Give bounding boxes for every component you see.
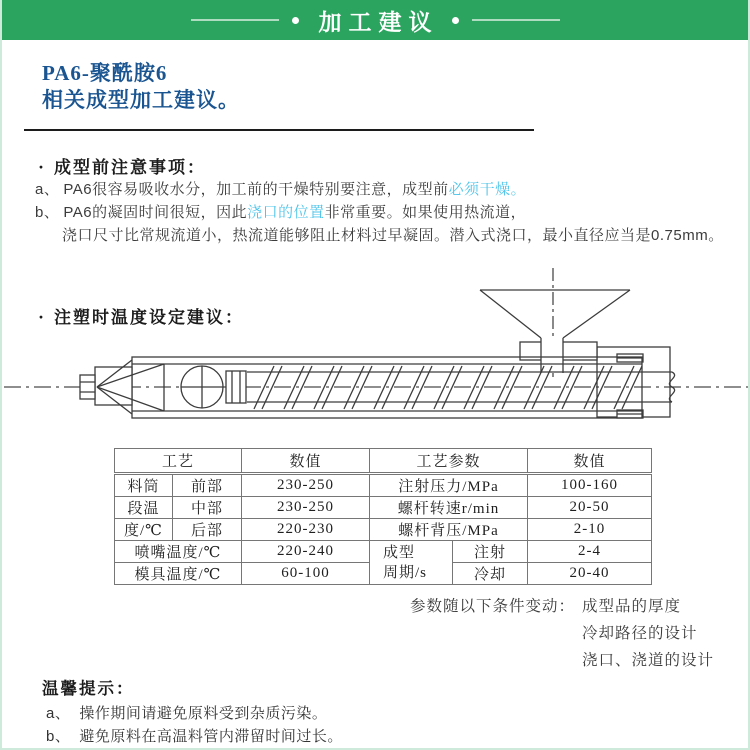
item-b-text1: PA6的凝固时间很短，因此 (63, 204, 248, 221)
page-title-line1: PA6-聚酰胺6 (42, 61, 168, 85)
title-divider (24, 129, 534, 131)
cell-param: 注射压力/MPa (370, 474, 528, 497)
cell-temp: 220-230 (242, 519, 370, 541)
note-item-a (35, 178, 526, 199)
cell-part: 段温 (115, 497, 173, 519)
variation-note-item: 冷却路径的设计 (582, 625, 698, 642)
table-row (115, 497, 652, 519)
table-header-row (115, 449, 652, 474)
cell-value: 100-160 (528, 474, 652, 497)
tip-item-a (46, 702, 327, 723)
banner-title: 加工建议 (318, 8, 439, 35)
cell-param: 螺杆背压/MPa (370, 519, 528, 541)
page-title (42, 60, 240, 114)
tip-item-b (46, 725, 343, 746)
header-process: 工艺 (115, 449, 242, 474)
section-heading-text: 成型前注意事项： (54, 158, 207, 177)
banner-line-right-icon (472, 19, 560, 21)
cell-temp: 220-240 (242, 541, 370, 563)
cell-phase: 注射 (453, 541, 528, 563)
cell-label: 喷嘴温度/℃ (115, 541, 242, 563)
item-a-prefix: a、 (35, 181, 60, 198)
section-heading-text: 注塑时温度设定建议： (54, 308, 245, 327)
hopper (480, 290, 630, 373)
cell-temp: 60-100 (242, 563, 370, 585)
process-parameter-table (114, 448, 652, 585)
tip-a-text: 操作期间请避免原料受到杂质污染。 (79, 705, 328, 722)
item-a-highlight: 必须干燥。 (448, 181, 527, 198)
banner-dot-right-icon (452, 17, 459, 24)
header-value-left: 数值 (242, 449, 370, 474)
cell-param: 螺杆转速r/min (370, 497, 528, 519)
section-heading-pre-molding (38, 153, 206, 178)
header-banner (0, 0, 750, 40)
cell-label: 模具温度/℃ (115, 563, 242, 585)
cycle-line2: 周期/s (383, 564, 428, 581)
table-row (115, 541, 652, 563)
cell-value: 20-40 (528, 563, 652, 585)
banner-line-left-icon (191, 19, 279, 21)
bullet-icon: · (38, 157, 47, 177)
item-b-prefix: b、 (35, 204, 60, 221)
cell-phase: 冷却 (453, 563, 528, 585)
cell-zone: 前部 (173, 474, 242, 497)
item-b-text2: 非常重要。如果使用热流道， (324, 204, 527, 221)
cell-value: 20-50 (528, 497, 652, 519)
page-title-line2: 相关成型加工建议。 (42, 88, 240, 112)
item-a-text: PA6很容易吸收水分，加工前的干燥特别要注意，成型前 (63, 181, 449, 198)
tip-a-prefix: a、 (46, 705, 71, 722)
tip-b-text: 避免原料在高温料管内滞留时间过长。 (79, 728, 343, 745)
note-item-b-line1 (35, 201, 526, 222)
tip-b-prefix: b、 (46, 728, 71, 745)
cell-temp: 230-250 (242, 497, 370, 519)
cell-part: 料筒 (115, 474, 173, 497)
item-b-highlight: 浇口的位置 (247, 204, 325, 221)
cell-temp: 230-250 (242, 474, 370, 497)
variation-note-item: 浇口、浇道的设计 (582, 652, 715, 669)
header-param: 工艺参数 (370, 449, 528, 474)
header-value-right: 数值 (528, 449, 652, 474)
bullet-icon: · (38, 307, 47, 327)
tips-heading: 温馨提示： (42, 679, 135, 698)
cell-value: 2-4 (528, 541, 652, 563)
screw-tip (181, 366, 246, 408)
variation-note-label: 参数随以下条件变动： (410, 598, 576, 615)
table-row (115, 474, 652, 497)
cycle-line1: 成型 (383, 544, 416, 561)
cell-part: 度/℃ (115, 519, 173, 541)
banner-dot-left-icon (292, 17, 299, 24)
cell-value: 2-10 (528, 519, 652, 541)
cell-zone: 中部 (173, 497, 242, 519)
variation-note-item: 成型品的厚度 (582, 598, 682, 615)
cell-cycle (370, 541, 453, 585)
table-row (115, 519, 652, 541)
nozzle (80, 360, 164, 414)
cell-zone: 后部 (173, 519, 242, 541)
note-item-b-line2: 浇口尺寸比常规流道小，热流道能够阻止材料过早凝固。潜入式浇口，最小直径应当是0.75mm。 (62, 227, 724, 244)
injection-machine-diagram (2, 265, 750, 435)
